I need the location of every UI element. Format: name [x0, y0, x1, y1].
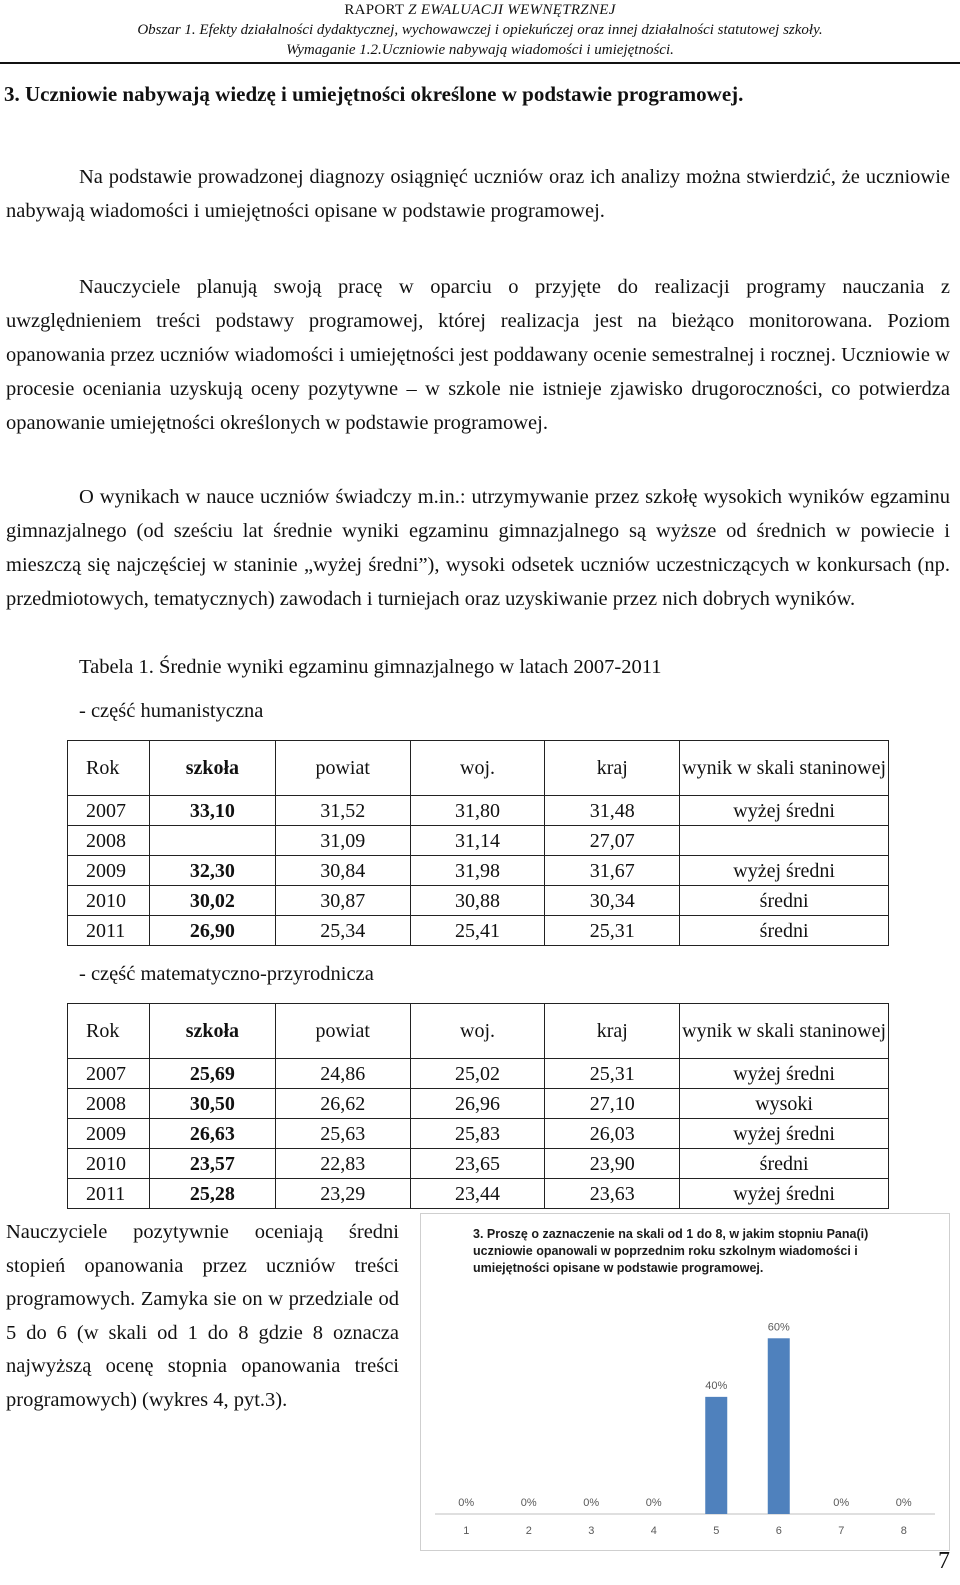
table-cell: 2009: [68, 1119, 150, 1149]
table-cell: 31,67: [545, 856, 680, 886]
report-header-title: RAPORT Z EWALUACJI WEWNĘTRZNEJ: [344, 2, 616, 18]
table-cell: 26,90: [149, 916, 275, 946]
table-cell: wysoki: [680, 1089, 889, 1119]
table-humanities: [67, 740, 889, 946]
table-cell: 26,62: [275, 1089, 410, 1119]
table-cell: 31,14: [410, 826, 545, 856]
table-cell: 32,30: [149, 856, 275, 886]
table-cell: 33,10: [149, 796, 275, 826]
column-header: woj.: [410, 741, 545, 796]
bar-5: [705, 1397, 727, 1514]
table-caption: Tabela 1. Średnie wyniki egzaminu gimnazjalnego w latach 2007-2011: [79, 656, 662, 678]
table-cell: 25,02: [410, 1059, 545, 1089]
data-label-7: 0%: [833, 1497, 850, 1509]
table-math-subtitle: - część matematyczno-przyrodnicza: [79, 963, 374, 985]
table-cell: 26,96: [410, 1089, 545, 1119]
column-header: powiat: [275, 741, 410, 796]
table-cell: 25,63: [275, 1119, 410, 1149]
table-row: [68, 886, 889, 916]
table-cell: 30,02: [149, 886, 275, 916]
table-cell: 25,31: [545, 1059, 680, 1089]
table-row: [68, 1059, 889, 1089]
table-header-row: [68, 741, 889, 796]
table-cell: 30,87: [275, 886, 410, 916]
table-cell: 2010: [68, 1149, 150, 1179]
x-tick-label-1: 1: [463, 1525, 470, 1537]
table-row: [68, 1089, 889, 1119]
page-header: [0, 0, 960, 60]
table-cell: 25,41: [410, 916, 545, 946]
data-label-1: 0%: [458, 1497, 475, 1509]
x-tick-label-4: 4: [650, 1525, 657, 1537]
data-label-5: 40%: [705, 1379, 728, 1392]
column-header: Rok: [68, 741, 150, 796]
column-header: Rok: [68, 1004, 150, 1059]
data-label-6: 60%: [767, 1321, 790, 1334]
table-row: [68, 916, 889, 946]
column-header: wynik w skali staninowej: [680, 1004, 889, 1059]
column-header: woj.: [410, 1004, 545, 1059]
table-cell: wyżej średni: [680, 1119, 889, 1149]
table-cell: średni: [680, 916, 889, 946]
table-cell: 24,86: [275, 1059, 410, 1089]
table-cell: 25,69: [149, 1059, 275, 1089]
column-header: wynik w skali staninowej: [680, 741, 889, 796]
table-cell: 23,65: [410, 1149, 545, 1179]
table-cell: 2008: [68, 826, 150, 856]
table-row: [68, 1149, 889, 1179]
table-cell: 2010: [68, 886, 150, 916]
x-tick-label-6: 6: [775, 1525, 782, 1537]
table-cell: 25,28: [149, 1179, 275, 1209]
table-cell: 26,03: [545, 1119, 680, 1149]
table-cell: 25,34: [275, 916, 410, 946]
table-cell: [149, 826, 275, 856]
table-cell: 27,10: [545, 1089, 680, 1119]
paragraph-diagnosis: Na podstawie prowadzonej diagnozy osiągnięć uczniów oraz ich analizy można stwierdzić, że uczniowie nabywają wiadomości i umiejętności opisane w podstawie programowej.: [6, 166, 950, 222]
header-divider: [0, 62, 960, 64]
table-cell: 31,80: [410, 796, 545, 826]
table-cell: 2011: [68, 916, 150, 946]
table-cell: 22,83: [275, 1149, 410, 1179]
table-cell: 31,09: [275, 826, 410, 856]
paragraph-results: O wynikach w nauce uczniów świadczy m.in.: utrzymywanie przez szkołę wysokich wyników egzaminu gimnazjalnego (od sześciu lat średnie wyniki egzaminu gimnazjalnego są wyższe od średnich w powiecie i mieszczą się najczęściej w staninie „wyżej średni”), wysoki odsetek uczniów uczestniczących w konkursach (np. przedmiotowych, tematycznych) zawodach i turniejach oraz uzyskiwanie przez nich dobrych wyników.: [6, 486, 950, 610]
table-cell: 31,52: [275, 796, 410, 826]
table-row: [68, 856, 889, 886]
table-cell: 30,88: [410, 886, 545, 916]
column-header: szkoła: [149, 1004, 275, 1059]
chart-container: [420, 1213, 950, 1551]
table-cell: 2008: [68, 1089, 150, 1119]
table-row: [68, 796, 889, 826]
table-cell: 30,50: [149, 1089, 275, 1119]
table-cell: 23,90: [545, 1149, 680, 1179]
table-cell: 25,31: [545, 916, 680, 946]
table-row: [68, 826, 889, 856]
page-number: 7: [938, 1548, 950, 1574]
table-cell: 23,57: [149, 1149, 275, 1179]
table-cell: [680, 826, 889, 856]
table-cell: wyżej średni: [680, 1059, 889, 1089]
table-cell: średni: [680, 1149, 889, 1179]
data-label-3: 0%: [583, 1497, 600, 1509]
table-cell: 2011: [68, 1179, 150, 1209]
chart-title: 3. Proszę o zaznaczenie na skali od 1 do 8, w jakim stopniu Pana(i) uczniowie opanowali w poprzednim roku szkolnym wiadomości i umiejętności opisane w podstawie programowej.: [473, 1227, 869, 1275]
table-cell: 27,07: [545, 826, 680, 856]
report-header-requirement: Wymaganie 1.2.Uczniowie nabywają wiadomości i umiejętności.: [286, 42, 674, 58]
table-cell: 23,29: [275, 1179, 410, 1209]
table-cell: 26,63: [149, 1119, 275, 1149]
report-header-area: Obszar 1. Efekty działalności dydaktycznej, wychowawczej i opiekuńczej oraz innej działalności statutowej szkoły.: [137, 22, 823, 38]
paragraph-planning: Nauczyciele planują swoją pracę w oparciu o przyjęte do realizacji programy nauczania z uwzględnieniem treści podstawy programowej, której realizacja jest na bieżąco monitorowana. Poziom opanowania przez uczniów wiadomości i umiejętności jest poddawany ocenie semestralnej i rocznej. Uczniowie w procesie oceniania uzyskują oceny pozytywne – w szkole nie istnieje zjawisko drugoroczności, co potwierdza opanowanie umiejętności określonych w podstawie programowej.: [6, 276, 950, 434]
table-cell: wyżej średni: [680, 796, 889, 826]
table-math-science: [67, 1003, 889, 1209]
table-cell: średni: [680, 886, 889, 916]
table-cell: 31,48: [545, 796, 680, 826]
x-tick-label-8: 8: [900, 1525, 907, 1537]
data-label-4: 0%: [645, 1497, 662, 1509]
table-cell: 23,44: [410, 1179, 545, 1209]
table-cell: 2007: [68, 796, 150, 826]
x-tick-label-5: 5: [713, 1525, 720, 1537]
x-tick-label-3: 3: [588, 1525, 595, 1537]
table-cell: 31,98: [410, 856, 545, 886]
x-tick-label-2: 2: [525, 1525, 532, 1537]
section-heading: 3. Uczniowie nabywają wiedzę i umiejętności określone w podstawie programowej.: [4, 82, 744, 106]
column-header: szkoła: [149, 741, 275, 796]
table-cell: wyżej średni: [680, 856, 889, 886]
table-cell: 30,84: [275, 856, 410, 886]
table-cell: 23,63: [545, 1179, 680, 1209]
table-header-row: [68, 1004, 889, 1059]
bar-6: [768, 1338, 790, 1514]
teacher-assessment-paragraph: Nauczyciele pozytywnie oceniają średni stopień opanowania przez uczniów treści programowych. Zamyka sie on w przedziale od 5 do 6 (w skali od 1 do 8 gdzie 8 oznacza najwyższą ocenę stopnia opanowania treści programowych) (wykres 4, pyt.3).: [6, 1221, 399, 1411]
column-header: kraj: [545, 741, 680, 796]
table-humanities-subtitle: - część humanistyczna: [79, 700, 264, 722]
data-label-2: 0%: [520, 1497, 537, 1509]
data-label-8: 0%: [895, 1497, 912, 1509]
x-tick-label-7: 7: [838, 1525, 845, 1537]
column-header: powiat: [275, 1004, 410, 1059]
table-cell: 2009: [68, 856, 150, 886]
column-header: kraj: [545, 1004, 680, 1059]
table-cell: 25,83: [410, 1119, 545, 1149]
table-row: [68, 1119, 889, 1149]
table-cell: 30,34: [545, 886, 680, 916]
table-row: [68, 1179, 889, 1209]
table-cell: wyżej średni: [680, 1179, 889, 1209]
table-cell: 2007: [68, 1059, 150, 1089]
bar-chart: [421, 1214, 949, 1550]
